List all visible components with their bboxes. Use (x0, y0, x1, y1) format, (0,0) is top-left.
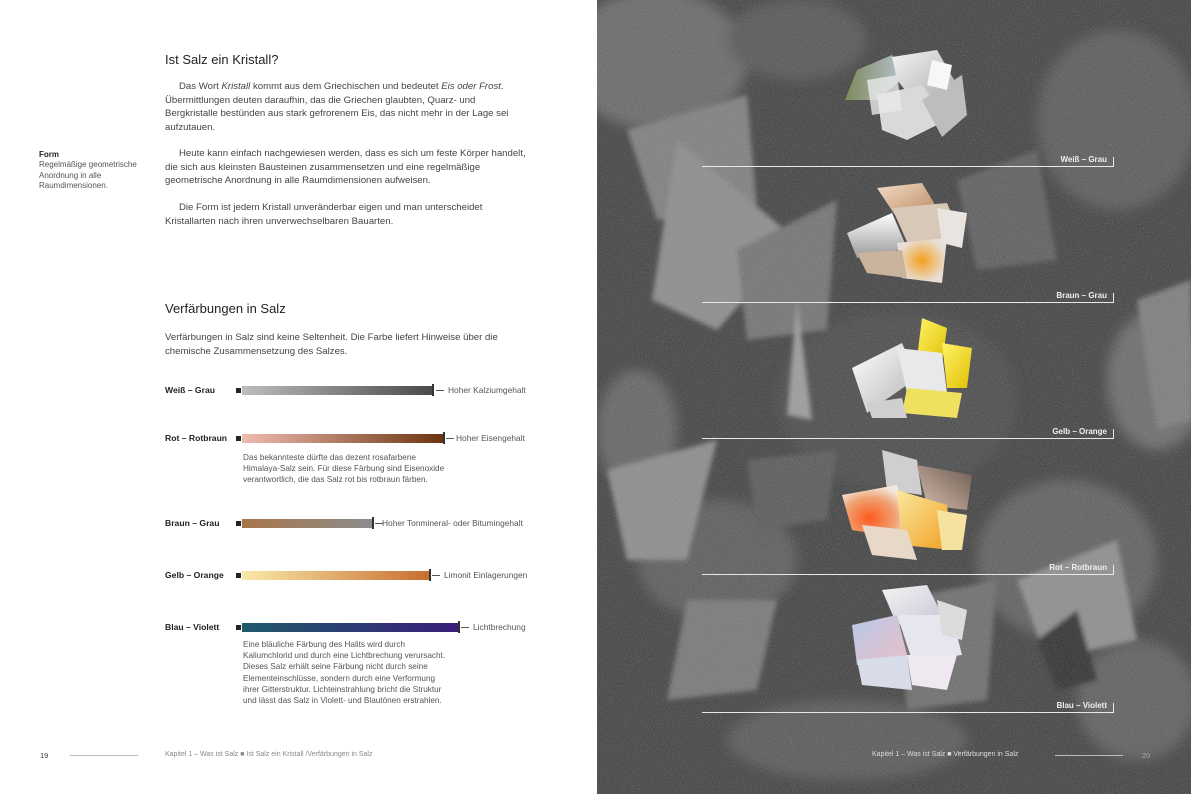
bar-end-tick (458, 621, 460, 633)
emphasis-kristall: Kristall (221, 81, 251, 92)
emphasis-eis-oder-frost: Eis oder Frost (441, 81, 501, 92)
divider-tick (1113, 157, 1114, 166)
heading-ist-salz-ein-kristall: Ist Salz ein Kristall? (165, 52, 279, 67)
bar-start-cap (236, 625, 241, 630)
divider-line-gelb-orange (702, 438, 1114, 439)
color-row-desc: Lichtbrechung (473, 622, 526, 632)
bar-connector (436, 390, 444, 391)
crystal-blau-violett-image (842, 585, 972, 695)
right-page (597, 0, 1191, 794)
footer-rule-left (70, 755, 138, 756)
bar-start-cap (236, 521, 241, 526)
color-row-label: Braun – Grau (165, 518, 220, 528)
bar-end-tick (429, 569, 431, 581)
gradient-bar-blau-violett (242, 623, 458, 632)
crystal-rot-rotbraun-image (837, 450, 977, 565)
bar-start-cap (236, 436, 241, 441)
running-head-right: Kapitel 1 – Was ist Salz ■ Verfärbungen in Salz (872, 751, 1019, 758)
color-row-desc: Hoher Kalziumgehalt (448, 385, 526, 395)
crystal-weiss-grau-image (837, 45, 977, 150)
note-blaues-salz: Eine bläuliche Färbung des Halits wird durch Kaliumchlorid und durch eine Lichtbrechung verursacht. Dieses Salz erhält seine Färbung nicht durch seine Elementeinschlüsse, sondern durch eine Verformung ihrer Gitterstruktur. Lichteinstrahlung bricht die Struktur und lässt das Salz in Violett- und Blautönen erstrahlen. (243, 640, 446, 706)
marginal-note-title: Form (39, 150, 59, 159)
color-row-label: Gelb – Orange (165, 570, 224, 580)
gradient-bar-gelb-orange (242, 571, 429, 580)
color-row-desc: Hoher Eisengehalt (456, 433, 525, 443)
color-row-blau-violett (0, 620, 597, 634)
color-row-braun-grau (0, 516, 597, 530)
bar-start-cap (236, 388, 241, 393)
gradient-bar-braun-grau (242, 519, 372, 528)
gradient-bar-rot-rotbraun (242, 434, 443, 443)
label-weiss-grau: Weiß – Grau (1060, 155, 1107, 164)
bar-connector (432, 575, 440, 576)
color-row-label: Rot – Rotbraun (165, 433, 228, 443)
crystal-gelb-orange-image (847, 318, 977, 423)
gradient-bar-weiss-grau (242, 386, 432, 395)
paragraph-kristall-etymology: Das Wort Kristall kommt aus dem Griechischen und bedeutet Eis oder Frost. Übermittlungen deuten daraufhin, das die Griechen glaubten, Quarz- und Bergkristalle bestünden aus stark gefrorenem Eis, das nicht mehr in der Lage sei aufzutauen. (165, 81, 509, 133)
color-row-desc: Hoher Tonmineral- oder Bitumingehalt (382, 518, 523, 528)
bar-end-tick (432, 384, 434, 396)
color-row-label: Weiß – Grau (165, 385, 215, 395)
bar-end-tick (443, 432, 445, 444)
divider-tick (1113, 703, 1114, 712)
page-number-left: 19 (40, 751, 49, 760)
divider-line-rot-rotbraun (702, 574, 1114, 575)
color-row-weiss-grau (0, 383, 597, 397)
divider-line-weiss-grau (702, 166, 1114, 167)
paragraph-verfaerbungen-intro: Verfärbungen in Salz sind keine Seltenheit. Die Farbe liefert Hinweise über die chemische Zusammensetzung des Salzes. (165, 332, 498, 357)
paragraph-form: Die Form ist jedem Kristall unveränderbar eigen und man unterscheidet Kristallarten nach ihren unverwechselbaren Bauarten. (165, 202, 483, 227)
bar-connector (446, 438, 454, 439)
heading-verfaerbungen: Verfärbungen in Salz (165, 301, 286, 316)
crystal-braun-grau-image (837, 178, 977, 293)
note-himalaya-salz: Das bekannteste dürfte das dezent rosafarbene Himalaya-Salz sein. Für diese Färbung sind Eisenoxide verantwortlich, die das Salz rot bis rotbraun färben. (243, 453, 445, 485)
bar-connector (461, 627, 469, 628)
divider-tick (1113, 429, 1114, 438)
label-rot-rotbraun: Rot – Rotbraun (1049, 563, 1107, 572)
running-head-left: Kapitel 1 – Was ist Salz ■ Ist Salz ein Kristall /Verfärbungen in Salz (165, 751, 373, 758)
label-gelb-orange: Gelb – Orange (1052, 427, 1107, 436)
color-row-label: Blau – Violett (165, 622, 220, 632)
divider-tick (1113, 565, 1114, 574)
label-blau-violett: Blau – Violett (1056, 701, 1107, 710)
color-row-desc: Limonit Einlagerungen (444, 570, 528, 580)
color-row-rot-rotbraun (0, 431, 597, 445)
color-row-gelb-orange (0, 568, 597, 582)
divider-line-braun-grau (702, 302, 1114, 303)
divider-line-blau-violett (702, 712, 1114, 713)
marginal-note-form (39, 150, 154, 192)
bar-end-tick (372, 517, 374, 529)
paragraph-feste-koerper: Heute kann einfach nachgewiesen werden, dass es sich um feste Körper handelt, die sich aus kleinsten Bausteinen zusammensetzen und eine regelmäßige geometrische Anordnung in alle Raumdimensionen aufweisen. (165, 148, 526, 187)
divider-tick (1113, 293, 1114, 302)
bar-start-cap (236, 573, 241, 578)
marginal-note-text: Regelmäßige geometrische Anordnung in alle Raumdimensionen. (39, 160, 137, 191)
page-number-right: 20 (1142, 751, 1151, 760)
footer-rule-right (1055, 755, 1123, 756)
label-braun-grau: Braun – Grau (1056, 291, 1107, 300)
